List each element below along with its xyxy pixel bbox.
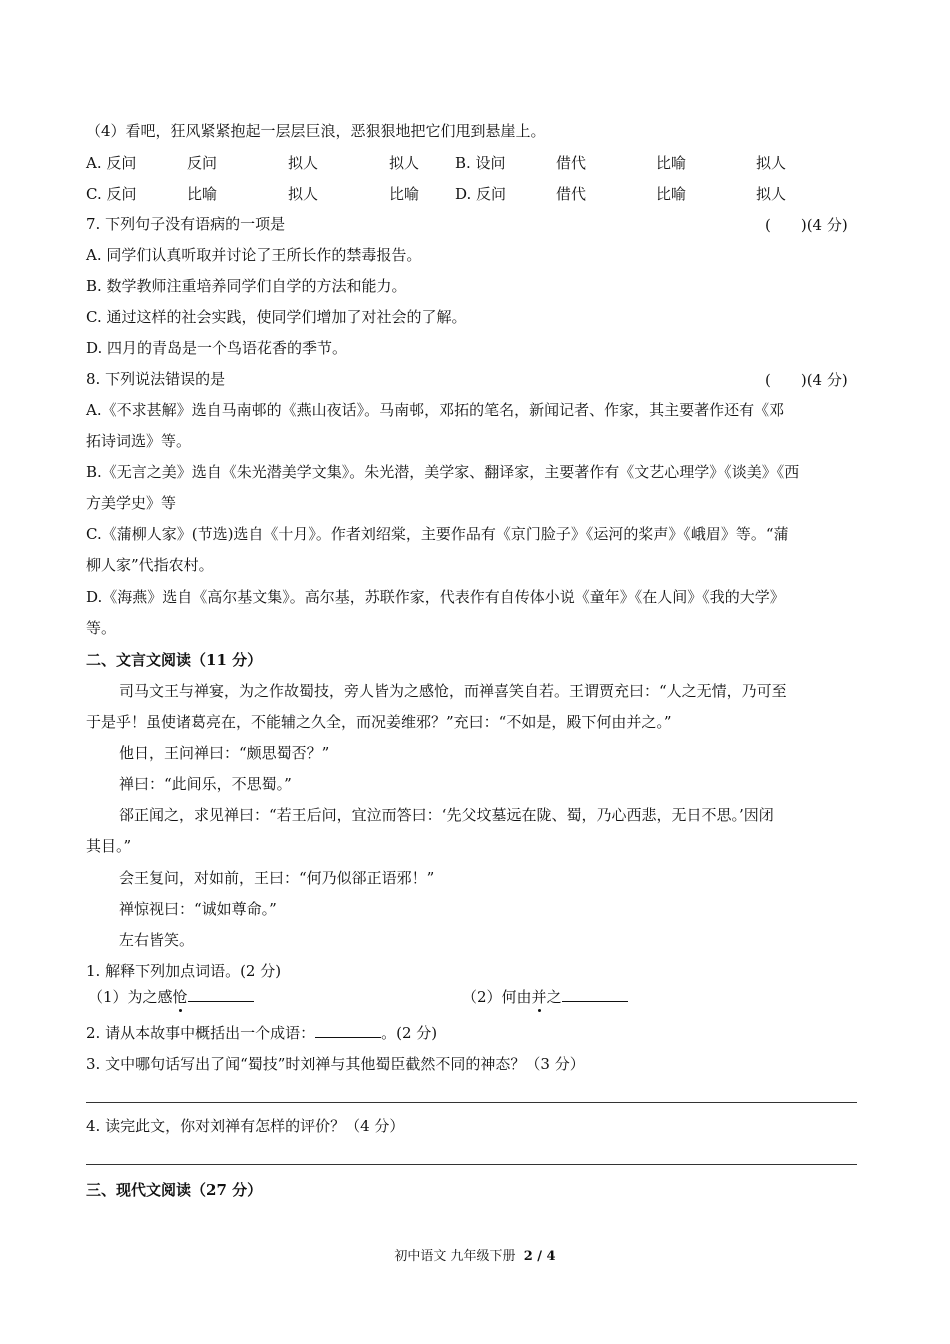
q7-stem: 7. 下列句子没有语病的一项是 xyxy=(86,215,286,233)
s2-q3: 3. 文中哪句话写出了闻“蜀技”时刘禅与其他蜀臣截然不同的神态？（3 分） xyxy=(86,1055,585,1073)
option-d-3: 比喻 xyxy=(656,185,687,203)
passage-p4-line2: 其目。” xyxy=(86,837,132,855)
passage-p1-line1: 司马文王与禅宴，为之作故蜀技，旁人皆为之感怆，而禅喜笑自若。王谓贾充曰：“人之无情，乃可至 xyxy=(119,682,787,700)
q7-option-d: D. 四月的青岛是一个鸟语花香的季节。 xyxy=(86,339,348,357)
option-d-2: 借代 xyxy=(556,185,587,203)
option-a-1: A. 反问 xyxy=(86,154,137,172)
option-b-4: 拟人 xyxy=(756,154,787,172)
passage-p7: 左右皆笑。 xyxy=(119,931,195,949)
s2-q4: 4. 读完此文，你对刘禅有怎样的评价？（4 分） xyxy=(86,1117,405,1135)
s2-q1-item1 xyxy=(88,987,254,1007)
answer-line[interactable] xyxy=(86,1102,857,1103)
answer-blank[interactable] xyxy=(315,1023,381,1038)
q8-option-d-line2: 等。 xyxy=(86,619,117,637)
option-d-4: 拟人 xyxy=(756,185,787,203)
answer-blank[interactable] xyxy=(188,987,254,1002)
q7-score: ( )(4 分) xyxy=(765,216,848,234)
answer-line[interactable] xyxy=(86,1164,857,1165)
q8-score: ( )(4 分) xyxy=(765,371,848,389)
option-b-1: B. 设问 xyxy=(455,154,506,172)
s2-q2-text: 2. 请从本故事中概括出一个成语： xyxy=(86,1024,316,1042)
s2-q1-item1-text: （1）为之感 xyxy=(88,988,173,1006)
q8-option-a-line2: 拓诗词选》等。 xyxy=(86,432,192,450)
passage-p6: 禅惊视曰：“诚如尊命。” xyxy=(119,900,277,918)
option-b-2: 借代 xyxy=(556,154,587,172)
footer-text: 初中语文 九年级下册 xyxy=(394,1249,516,1264)
q8-option-c-line2: 柳人家”代指农村。 xyxy=(86,556,214,574)
q8-option-c-line1: C.《蒲柳人家》(节选)选自《十月》。作者刘绍棠，主要作品有《京门脸子》《运河的桨声》《峨眉》等。“蒲 xyxy=(86,525,789,543)
q8-stem: 8. 下列说法错误的是 xyxy=(86,370,226,388)
option-b-3: 比喻 xyxy=(656,154,687,172)
page-number: 2 / 4 xyxy=(523,1249,556,1264)
q7-option-b: B. 数学教师注重培养同学们自学的方法和能力。 xyxy=(86,277,407,295)
dotted-char-bing: 并 xyxy=(531,988,547,1006)
s2-q1-item2-suffix: 之 xyxy=(546,988,562,1006)
dotted-char-chuang: 怆 xyxy=(172,988,188,1006)
s2-q1-item2-text: （2）何由 xyxy=(462,988,532,1006)
s2-q2 xyxy=(86,1023,437,1043)
q8-option-a-line1: A.《不求甚解》选自马南邨的《燕山夜话》。马南邨，邓拓的笔名，新闻记者、作家，其主要著作还有《邓 xyxy=(86,401,785,419)
q6-item4-sentence: （4）看吧，狂风紧紧抱起一层层巨浪，恶狠狠地把它们甩到悬崖上。 xyxy=(86,122,546,140)
option-d-1: D. 反问 xyxy=(455,185,507,203)
passage-p2: 他日，王问禅曰：“颇思蜀否？” xyxy=(119,744,330,762)
option-c-2: 比喻 xyxy=(187,185,218,203)
option-c-4: 比喻 xyxy=(389,185,420,203)
passage-p3: 禅曰：“此间乐，不思蜀。” xyxy=(119,775,292,793)
q7-option-c: C. 通过这样的社会实践，使同学们增加了对社会的了解。 xyxy=(86,308,467,326)
q8-option-b-line1: B.《无言之美》选自《朱光潜美学文集》。朱光潜，美学家、翻译家，主要著作有《文艺心理学》《谈美》《西 xyxy=(86,463,800,481)
q7-option-a: A. 同学们认真听取并讨论了王所长作的禁毒报告。 xyxy=(86,246,422,264)
s2-q1-item2 xyxy=(462,987,628,1007)
page-footer xyxy=(0,1248,950,1266)
passage-p4-line1: 郤正闻之，求见禅曰：“若王后问，宜泣而答曰：‘先父坟墓远在陇、蜀，乃心西悲，无日不思。’因闭 xyxy=(119,806,774,824)
answer-blank[interactable] xyxy=(562,987,628,1002)
s2-q1-stem: 1. 解释下列加点词语。(2 分) xyxy=(86,962,282,980)
q8-option-d-line1: D.《海燕》选自《高尔基文集》。高尔基，苏联作家，代表作有自传体小说《童年》《在人间》《我的大学》 xyxy=(86,588,785,606)
section3-heading: 三、现代文阅读（27 分） xyxy=(86,1181,263,1199)
option-c-3: 拟人 xyxy=(288,185,319,203)
passage-p1-line2: 于是乎！虽使诸葛亮在，不能辅之久全，而况姜维邪？”充曰：“不如是，殿下何由并之。” xyxy=(86,713,672,731)
option-a-3: 拟人 xyxy=(288,154,319,172)
section2-heading: 二、文言文阅读（11 分） xyxy=(86,651,263,669)
s2-q2-score: 。(2 分) xyxy=(381,1024,438,1042)
passage-p5: 会王复问，对如前，王曰：“何乃似郤正语邪！” xyxy=(119,869,435,887)
option-a-2: 反问 xyxy=(187,154,218,172)
q8-option-b-line2: 方美学史》等 xyxy=(86,494,177,512)
option-a-4: 拟人 xyxy=(389,154,420,172)
option-c-1: C. 反问 xyxy=(86,185,137,203)
